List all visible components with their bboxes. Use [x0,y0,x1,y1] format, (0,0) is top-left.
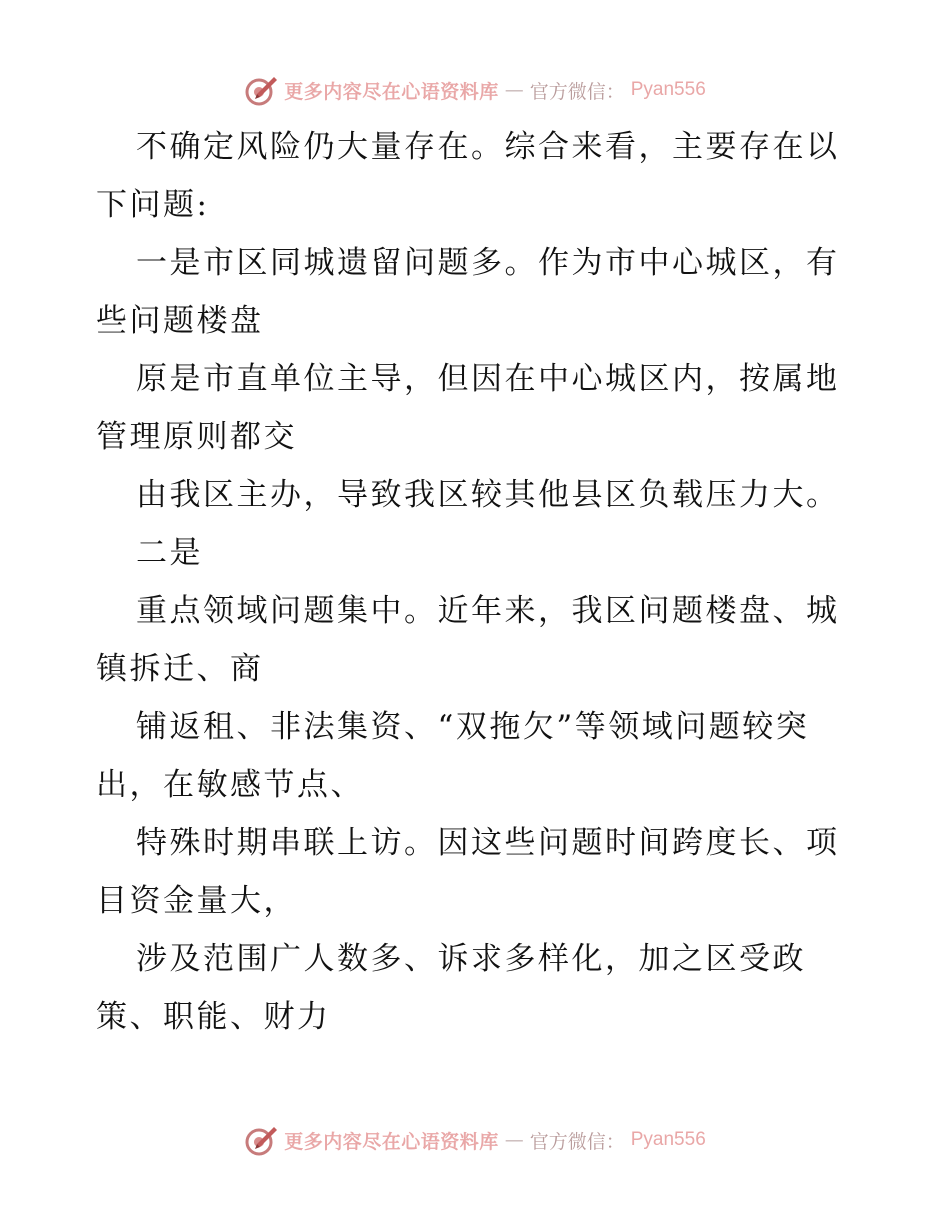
watermark-wechat-id: Pyan556 [630,1129,706,1150]
text-line: 些问题楼盘 [96,303,264,339]
watermark-dash: — [504,1129,524,1151]
text-line: 管理原则都交 [96,419,297,455]
text-line: 目资金量大， [96,883,297,919]
text-line: 不确定风险仍大量存在。综合来看，主要存在以 [136,129,840,165]
text-line: 二是 [136,535,203,571]
text-line: 铺返租、非法集资、“双拖欠”等领域问题较突 [136,709,810,745]
watermark-official-text: 官方微信： [529,80,625,103]
pen-logo-icon [244,73,278,107]
text-line: 重点领域问题集中。近年来，我区问题楼盘、城 [136,593,840,629]
pen-logo-icon [244,1123,278,1157]
text-line: 特殊时期串联上访。因这些问题时间跨度长、项 [136,825,840,861]
watermark-dash: — [504,79,524,101]
text-line: 一是市区同城遗留问题多。作为市中心城区，有 [136,245,840,281]
text-line: 下问题: [96,187,210,223]
text-line: 涉及范围广人数多、诉求多样化，加之区受政 [136,941,806,977]
watermark-site-text: 更多内容尽在心语资料库 [284,1130,499,1153]
document-body [96,118,856,1046]
watermark-wechat-id: Pyan556 [630,79,706,100]
text-line: 策、职能、财力 [96,999,331,1035]
header-watermark [0,70,950,110]
watermark-site-text: 更多内容尽在心语资料库 [284,80,499,103]
text-line: 由我区主办，导致我区较其他县区负载压力大。 [136,477,840,513]
text-line: 镇拆迁、商 [96,651,264,687]
footer-watermark [0,1120,950,1160]
watermark-official-text: 官方微信： [529,1130,625,1153]
text-line: 原是市直单位主导，但因在中心城区内，按属地 [136,361,840,397]
text-line: 出，在敏感节点、 [96,767,364,803]
